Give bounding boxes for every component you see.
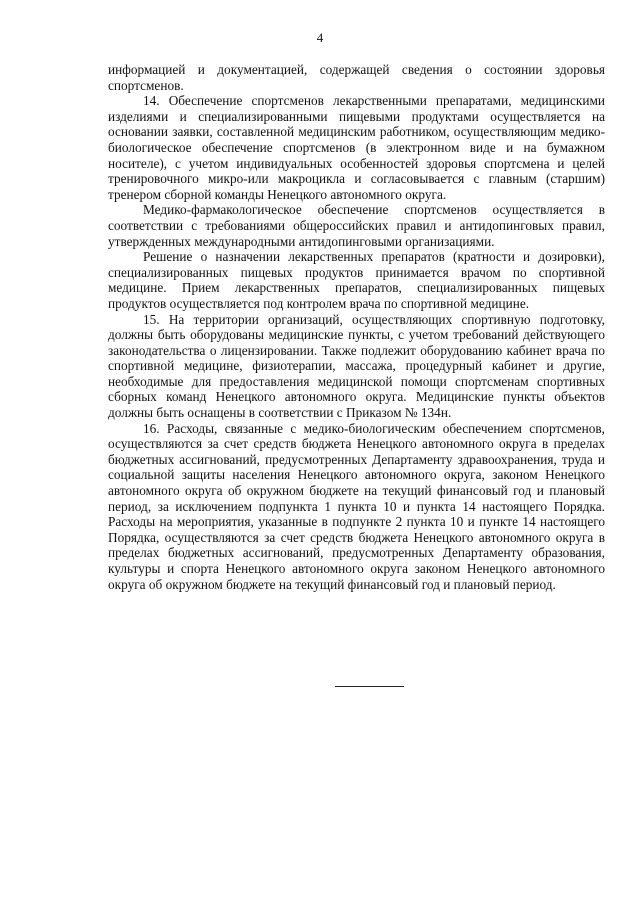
paragraph-continuation: информацией и документацией, содержащей сведения о состоянии здоровья спортсменов. (108, 62, 605, 93)
paragraph-pharmacological-support: Медико-фармакологическое обеспечение спортсменов осуществляется в соответствии с требованиями общероссийских правил и антидопинговых правил, утвержденных международными антидопинговыми организациями. (108, 202, 605, 249)
end-of-document-rule (335, 686, 404, 687)
paragraph-prescription-decision: Решение о назначении лекарственных препаратов (кратности и дозировки), специализированных пищевых продуктов принимается врачом по спортивной медицине. Прием лекарственных препаратов, специализированных пищевых продуктов осуществляется под контролем врача по спортивной медицине. (108, 249, 605, 311)
page-number: 4 (316, 30, 324, 45)
document-body (108, 62, 605, 592)
paragraph-item-14: 14. Обеспечение спортсменов лекарственными препаратами, медицинскими изделиями и специализированными пищевыми продуктами осуществляется на основании заявки, составленной медицинским работником, осуществляющим медико-биологическое обеспечение спортсменов (в электронном виде и на бумажном носителе), с учетом индивидуальных особенностей здоровья спортсмена и целей тренировочного микро-или макроцикла и согласовывается с главным (старшим) тренером сборной команды Ненецкого автономного округа. (108, 93, 605, 202)
paragraph-item-15: 15. На территории организаций, осуществляющих спортивную подготовку, должны быть оборудованы медицинские пункты, с учетом требований действующего законодательства о лицензировании. Также подлежит оборудованию кабинет врача по спортивной медицине, физиотерапии, массажа, процедурный кабинет и другие, необходимые для предоставления медицинской помощи спортсменам спортивных сборных команд Ненецкого автономного округа. Медицинские пункты объектов должны быть оснащены в соответствии с Приказом № 134н. (108, 311, 605, 421)
paragraph-item-16: 16. Расходы, связанные с медико-биологическим обеспечением спортсменов, осуществляются за счет средств бюджета Ненецкого автономного округа в пределах бюджетных ассигнований, предусмотренных Департаменту здравоохранения, труда и социальной защиты населения Ненецкого автономного округа, законом Ненецкого автономного округа об окружном бюджете на текущий финансовый год и плановый период, за исключением подпункта 1 пункта 10 и пункта 14 настоящего Порядка. Расходы на мероприятия, указанные в подпункте 2 пункта 10 и пункте 14 настоящего Порядка, осуществляются за счет средств бюджета Ненецкого автономного округа в пределах бюджетных ассигнований, предусмотренных Департаменту образования, культуры и спорта Ненецкого автономного округа законом Ненецкого автономного округа об окружном бюджете на текущий финансовый год и плановый период. (108, 420, 605, 592)
